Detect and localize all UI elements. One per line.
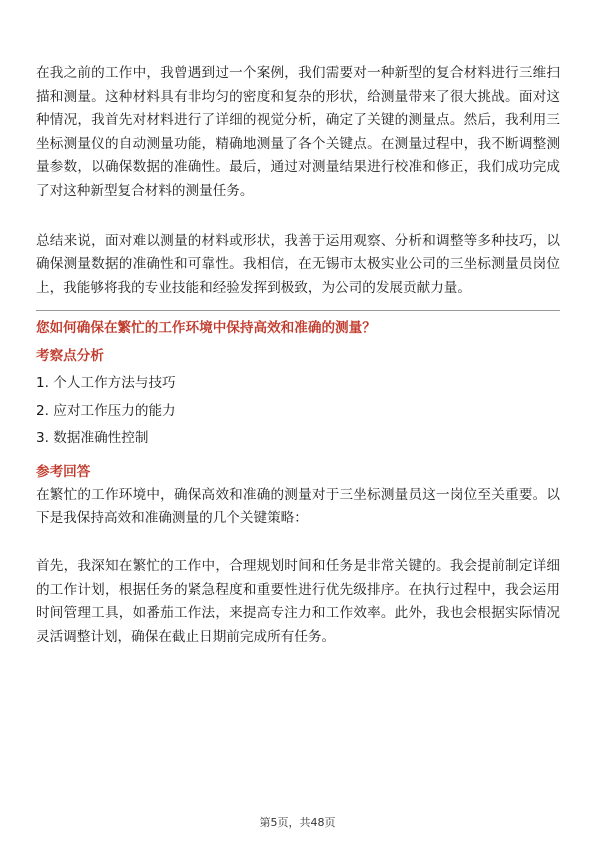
summary-paragraph: 总结来说，面对难以测量的材料或形状，我善于运用观察、分析和调整等多种技巧，以确保测量数据的准确性和可靠性。我相信，在无锡市太极实业公司的三坐标测量员岗位上，我能够将我的专业技能和经验发挥到极致，为公司的发展贡献力量。 [36, 232, 560, 296]
document-page [36, 56, 560, 649]
list-item: 2. 应对工作压力的能力 [36, 402, 176, 419]
section-divider [36, 310, 560, 311]
answer-heading: 参考回答 [36, 463, 91, 480]
answer-first-paragraph: 首先，我深知在繁忙的工作中，合理规划时间和任务是非常关键的。我会提前制定详细的工作计划，根据任务的紧急程度和重要性进行优先级排序。在执行过程中，我会运用时间管理工具，如番茄工作法，来提高专注力和工作效率。此外，我也会根据实际情况灵活调整计划，确保在截止日期前完成所有任务。 [36, 558, 560, 645]
analysis-list [36, 370, 560, 453]
analysis-heading: 考察点分析 [36, 348, 104, 365]
list-item: 1. 个人工作方法与技巧 [36, 375, 176, 392]
answer-intro-paragraph: 在繁忙的工作环境中，确保高效和准确的测量对于三坐标测量员这一岗位至关重要。以下是我保持高效和准确测量的几个关键策略： [36, 486, 560, 527]
case-study-paragraph: 在我之前的工作中，我曾遇到过一个案例，我们需要对一种新型的复合材料进行三维扫描和测量。这种材料具有非均匀的密度和复杂的形状，给测量带来了很大挑战。面对这种情况，我首先对材料进行了详细的视觉分析，确定了关键的测量点。然后，我利用三坐标测量仪的自动测量功能，精确地测量了各个关键点。在测量过程中，我不断调整测量参数，以确保数据的准确性。最后，通过对测量结果进行校准和修正，我们成功完成了对这种新型复合材料的测量任务。 [36, 65, 560, 199]
question-title: 您如何确保在繁忙的工作环境中保持高效和准确的测量？ [36, 320, 376, 337]
page-footer: 第5页，共48页 [259, 816, 336, 829]
list-item: 3. 数据准确性控制 [36, 430, 149, 447]
